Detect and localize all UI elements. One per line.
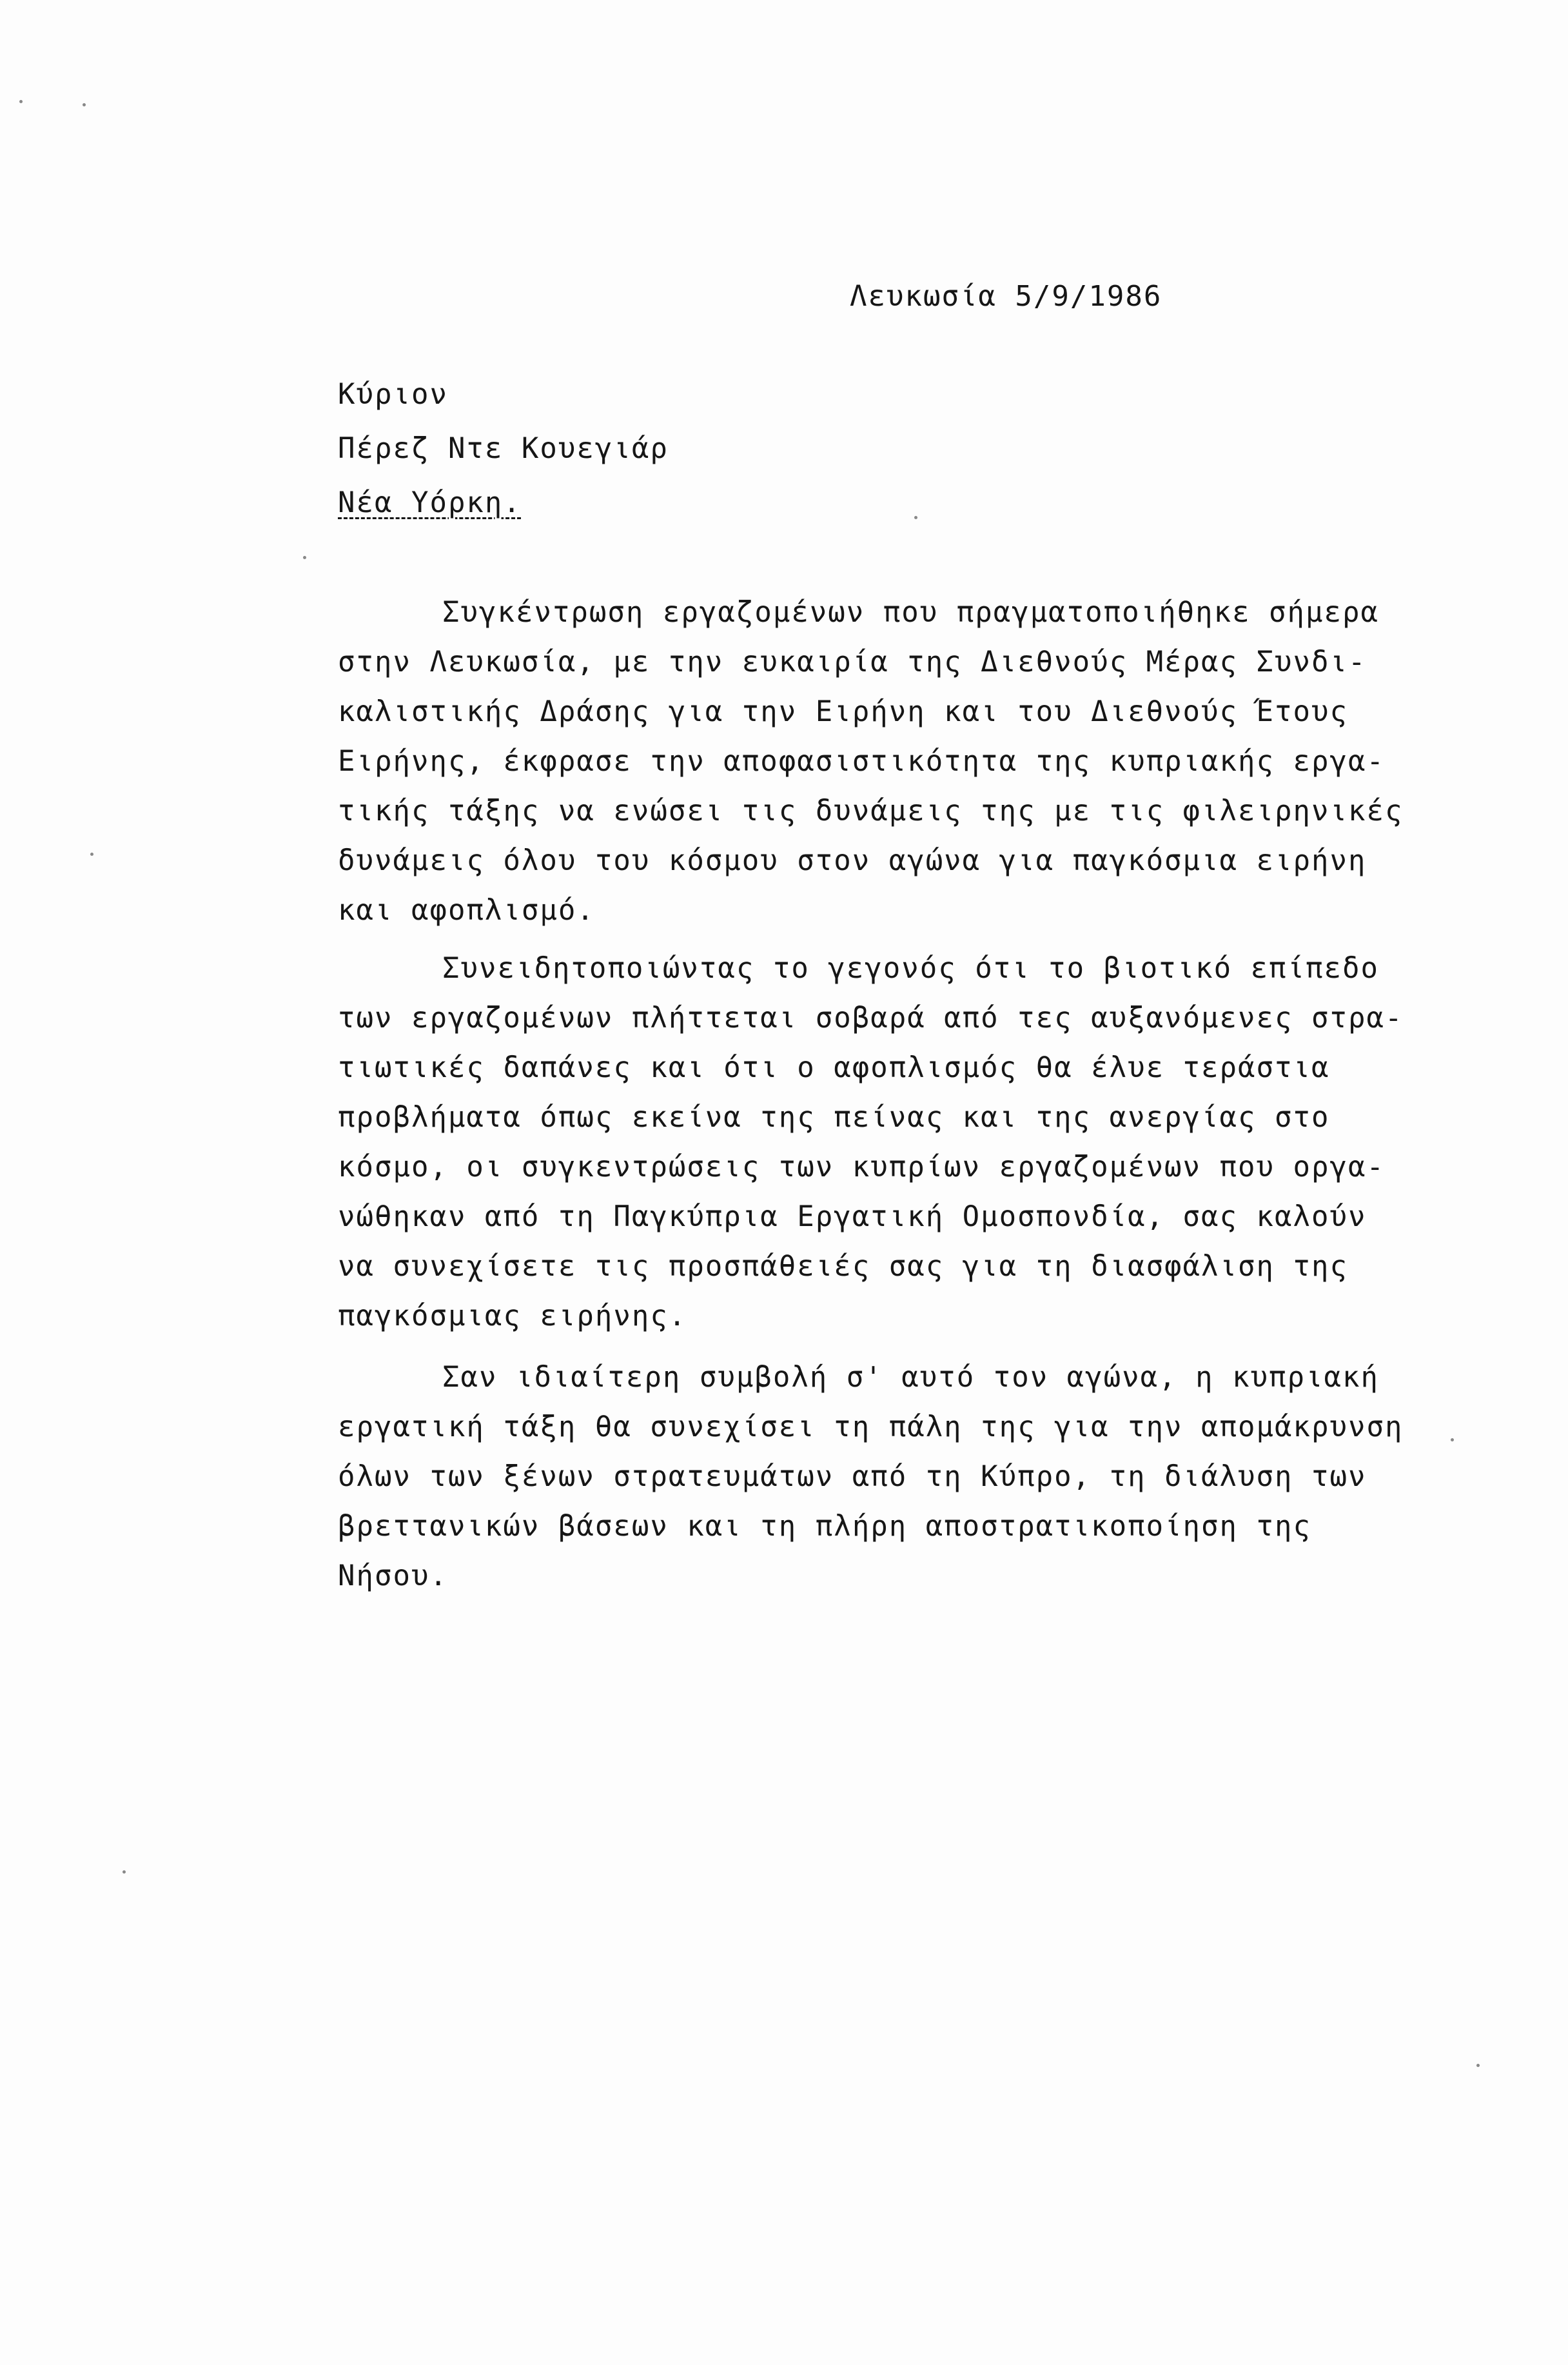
paragraph-line: βρεττανικών βάσεων και τη πλήρη αποστρατικοποίηση της [338,1510,1311,1543]
scan-speck [122,1870,126,1874]
paragraph-line: καλιστικής Δράσης για την Ειρήνη και του Διεθνούς Έτους [338,695,1348,728]
paragraph-line: κόσμο, οι συγκεντρώσεις των κυπρίων εργαζομένων που οργα- [338,1151,1385,1183]
paragraph-line: εργατική τάξη θα συνεχίσει τη πάλη της για την απομάκρυνση [338,1410,1404,1443]
paragraph-line: και αφοπλισμό. [338,894,595,927]
paragraph-line: προβλήματα όπως εκείνα της πείνας και της ανεργίας στο [338,1101,1330,1134]
paragraph-line: των εργαζομένων πλήττεται σοβαρά από τες αυξανόμενες στρα- [338,1002,1404,1034]
scan-speck [1476,2064,1480,2067]
scan-speck [90,853,93,856]
paragraph-line: δυνάμεις όλου του κόσμου στον αγώνα για παγκόσμια ειρήνη [338,844,1367,877]
paragraph-line: Νήσου. [338,1559,448,1592]
paragraph-line: όλων των ξένων στρατευμάτων από τη Κύπρο, τη διάλυση των [338,1460,1367,1493]
scan-speck [1451,1438,1454,1441]
paragraph-line: τικής τάξης να ενώσει τις δυνάμεις της με τις φιλειρηνικές [338,795,1404,827]
place-date: Λευκωσία 5/9/1986 [850,280,1162,313]
scan-speck [914,516,917,519]
paragraph-line: νώθηκαν από τη Παγκύπρια Εργατική Ομοσπονδία, σας καλούν [338,1200,1367,1233]
paragraph-line: Σαν ιδιαίτερη συμβολή σ' αυτό τον αγώνα, η κυπριακή [442,1361,1380,1394]
scan-speck [19,100,23,103]
paragraph-line: Συνειδητοποιώντας το γεγονός ότι το βιοτικό επίπεδο [442,952,1380,985]
scan-speck [303,556,306,559]
paragraph-line: παγκόσμιας ειρήνης. [338,1300,687,1332]
paragraph-line: Ειρήνης, έκφρασε την αποφασιστικότητα της κυπριακής εργα- [338,745,1385,778]
address-city: Νέα Υόρκη. [338,486,522,519]
paragraph-line: να συνεχίσετε τις προσπάθειές σας για τη διασφάλιση της [338,1250,1348,1283]
scan-speck [83,103,86,106]
paragraph-line: στην Λευκωσία, με την ευκαιρία της Διεθνούς Μέρας Συνδι- [338,646,1367,678]
address-recipient-name: Πέρεζ Ντε Κουεγιάρ [338,432,669,465]
address-salutation: Κύριον [338,378,448,411]
paragraph-line: τιωτικές δαπάνες και ότι ο αφοπλισμός θα έλυε τεράστια [338,1051,1330,1084]
paragraph-line: Συγκέντρωση εργαζομένων που πραγματοποιήθηκε σήμερα [442,596,1380,629]
